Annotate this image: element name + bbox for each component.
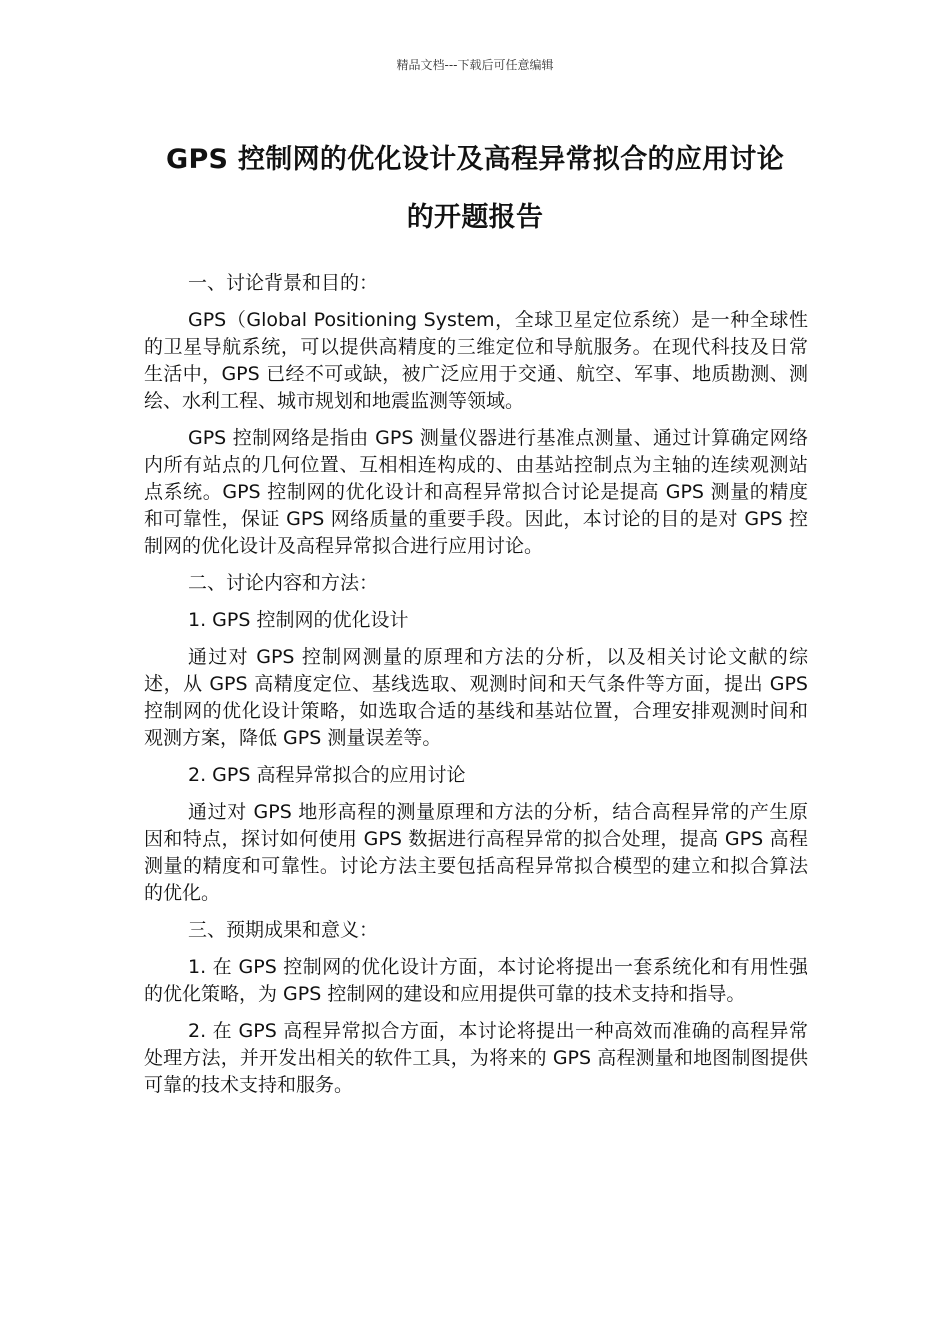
paragraph-gps-intro: GPS（Global Positioning System，全球卫星定位系统）是一种全球性的卫星导航系统，可以提供高精度的三维定位和导航服务。在现代科技及日常生活中，GPS 已经不可或缺，被广泛应用于交通、航空、军事、地质勘测、测绘、水利工程、城市规划和地震监测等领域。 <box>144 309 808 412</box>
section-heading-background: 一、讨论背景和目的： <box>188 272 379 294</box>
section-heading-expected-results: 三、预期成果和意义： <box>188 919 379 941</box>
paragraph-height-anomaly: 通过对 GPS 地形高程的测量原理和方法的分析，结合高程异常的产生原因和特点，探讨如何使用 GPS 数据进行高程异常的拟合处理，提高 GPS 高程测量的精度和可靠性。讨论方法主要包括高程异常拟合模型的建立和拟合算法的优化。 <box>144 801 808 904</box>
document-body <box>144 270 808 1109</box>
paragraph-result-2: 2. 在 GPS 高程异常拟合方面，本讨论将提出一种高效而准确的高程异常处理方法，并开发出相关的软件工具，为将来的 GPS 高程测量和地图制图提供可靠的技术支持和服务。 <box>144 1020 808 1096</box>
paragraph-optimization-design: 通过对 GPS 控制网测量的原理和方法的分析，以及相关讨论文献的综述，从 GPS 高精度定位、基线选取、观测时间和天气条件等方面，提出 GPS 控制网的优化设计策略，如选取合适的基线和基站位置，合理安排观测时间和观测方案，降低 GPS 测量误差等。 <box>144 646 808 749</box>
title-line-1: GPS 控制网的优化设计及高程异常拟合的应用讨论 <box>166 144 784 175</box>
paragraph-result-1: 1. 在 GPS 控制网的优化设计方面，本讨论将提出一套系统化和有用性强的优化策略，为 GPS 控制网的建设和应用提供可靠的技术支持和指导。 <box>144 956 808 1005</box>
document-title <box>120 131 830 247</box>
paragraph-control-network: GPS 控制网络是指由 GPS 测量仪器进行基准点测量、通过计算确定网络内所有站点的几何位置、互相相连构成的、由基站控制点为主轴的连续观测站点系统。GPS 控制网的优化设计和高程异常拟合讨论是提高 GPS 测量的精度和可靠性，保证 GPS 网络质量的重要手段。因此，本讨论的目的是对 GPS 控制网的优化设计及高程异常拟合进行应用讨论。 <box>144 427 808 557</box>
title-line-2: 的开题报告 <box>406 202 544 233</box>
subheading-height-anomaly: 2. GPS 高程异常拟合的应用讨论 <box>188 764 466 786</box>
subheading-optimization-design: 1. GPS 控制网的优化设计 <box>188 609 409 631</box>
page-header: 精品文档---下载后可任意编辑 <box>396 58 554 72</box>
section-heading-content-methods: 二、讨论内容和方法： <box>188 572 379 594</box>
